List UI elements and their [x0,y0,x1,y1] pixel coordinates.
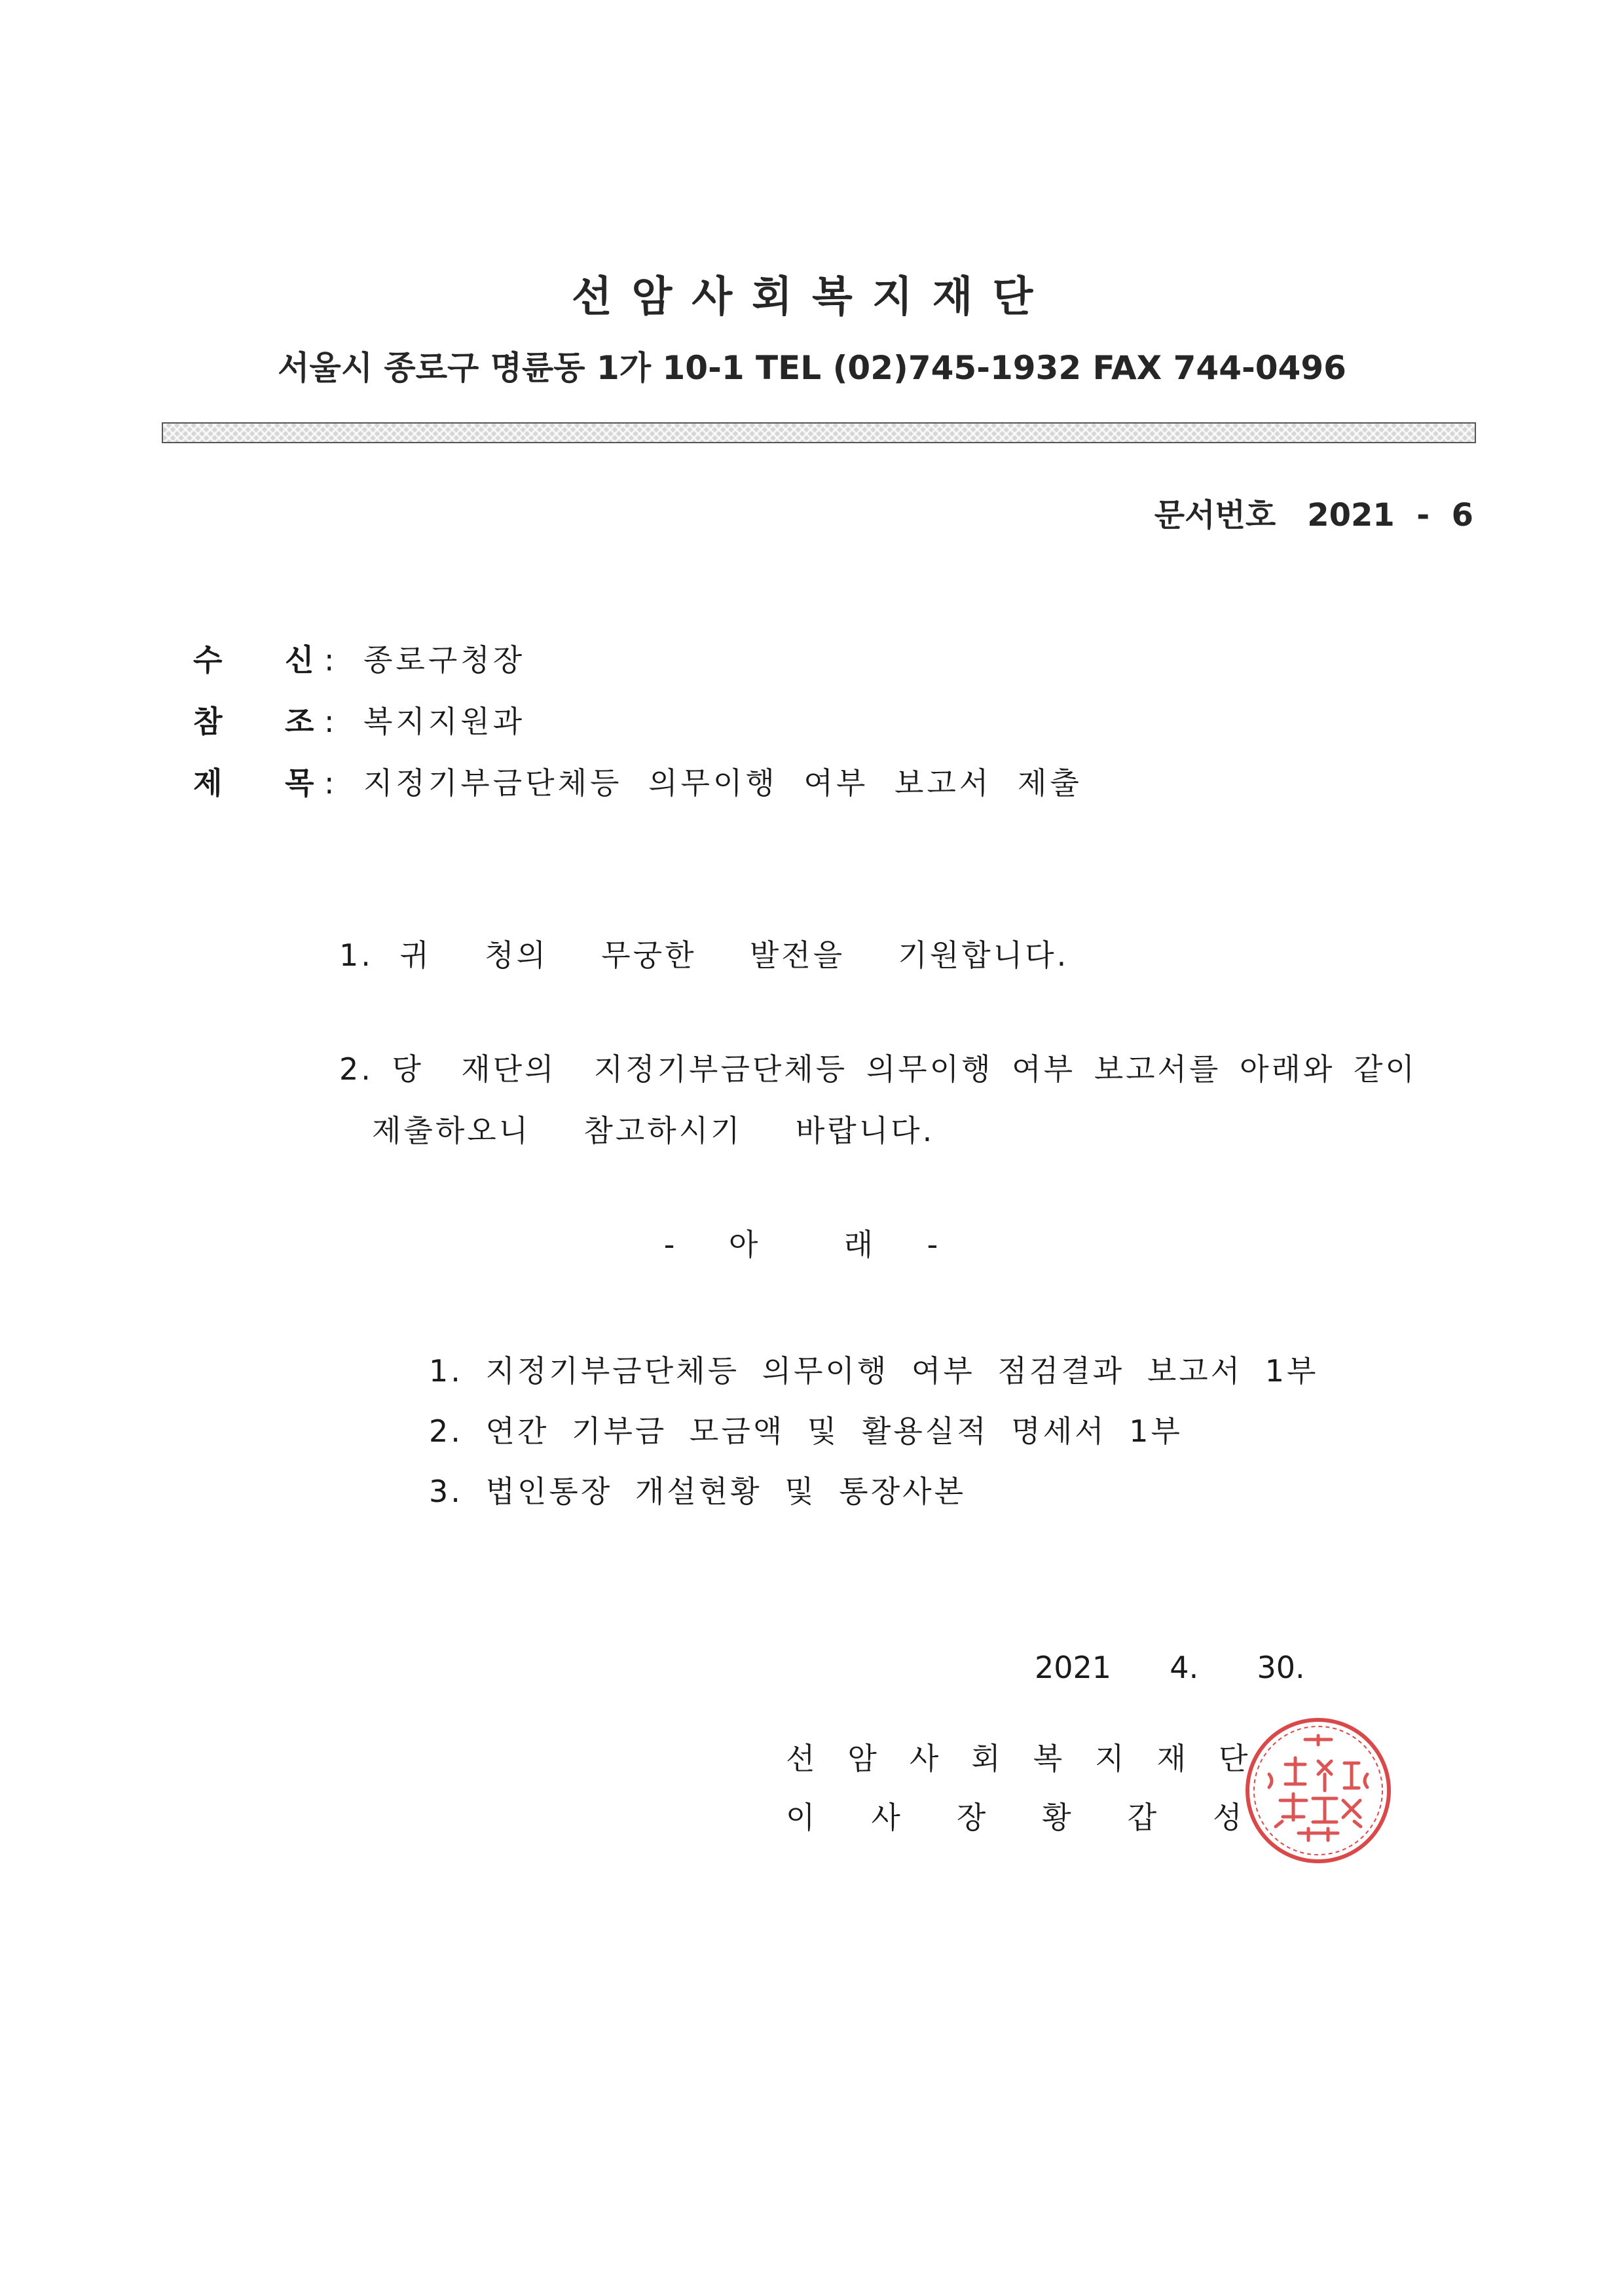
field-separator: : [324,704,335,739]
subject-row [193,759,1082,803]
recipient-label: 수 신 [193,642,314,678]
body-paragraph-2-line-2: 제출하오니 참고하시기 바랍니다. [372,1113,935,1148]
organization-address: 서울시 종로구 명륜동 1가 10-1 TEL (02)745-1932 FAX 744-0496 [278,349,1346,387]
body-paragraph-1: 1. 귀 청의 무궁한 발전을 기원합니다. [339,938,1069,973]
body-paragraph-2-line-1: 2. 당 재단의 지정기부금단체등 의무이행 여부 보고서를 아래와 같이 [339,1051,1417,1087]
document-number-value: 2021 - 6 [1307,497,1473,534]
subject-label: 제 목 [193,765,314,801]
document-number-label: 문서번호 [1154,497,1276,534]
field-separator: : [324,765,335,801]
section-title: - 아 래 - [663,1227,961,1262]
subject-value: 지정기부금단체등 의무이행 여부 보고서 제출 [363,765,1082,801]
official-seal-icon [1240,1712,1397,1869]
recipient-row [193,636,525,680]
organization-name: 선암사회복지재단 [571,273,1053,321]
attachment-item-3: 3. 법인통장 개설현황 및 통장사본 [429,1474,967,1509]
attachment-item-1: 1. 지정기부금단체등 의무이행 여부 점검결과 보고서 1부 [429,1353,1319,1389]
attachment-item-2: 2. 연간 기부금 모금액 및 활용실적 명세서 1부 [429,1413,1183,1449]
field-separator: : [324,642,335,678]
signature-organization: 선암사회복지재단 [786,1741,1281,1776]
document-number [1154,490,1473,535]
document-date: 2021 4. 30. [1035,1650,1305,1685]
reference-value: 복지지원과 [363,704,526,739]
reference-label: 참 조 [193,704,314,739]
reference-row [193,698,525,741]
recipient-value: 종로구청장 [363,642,526,678]
signature-signer: 이사장황갑성 [786,1800,1299,1835]
header-divider [162,422,1476,443]
